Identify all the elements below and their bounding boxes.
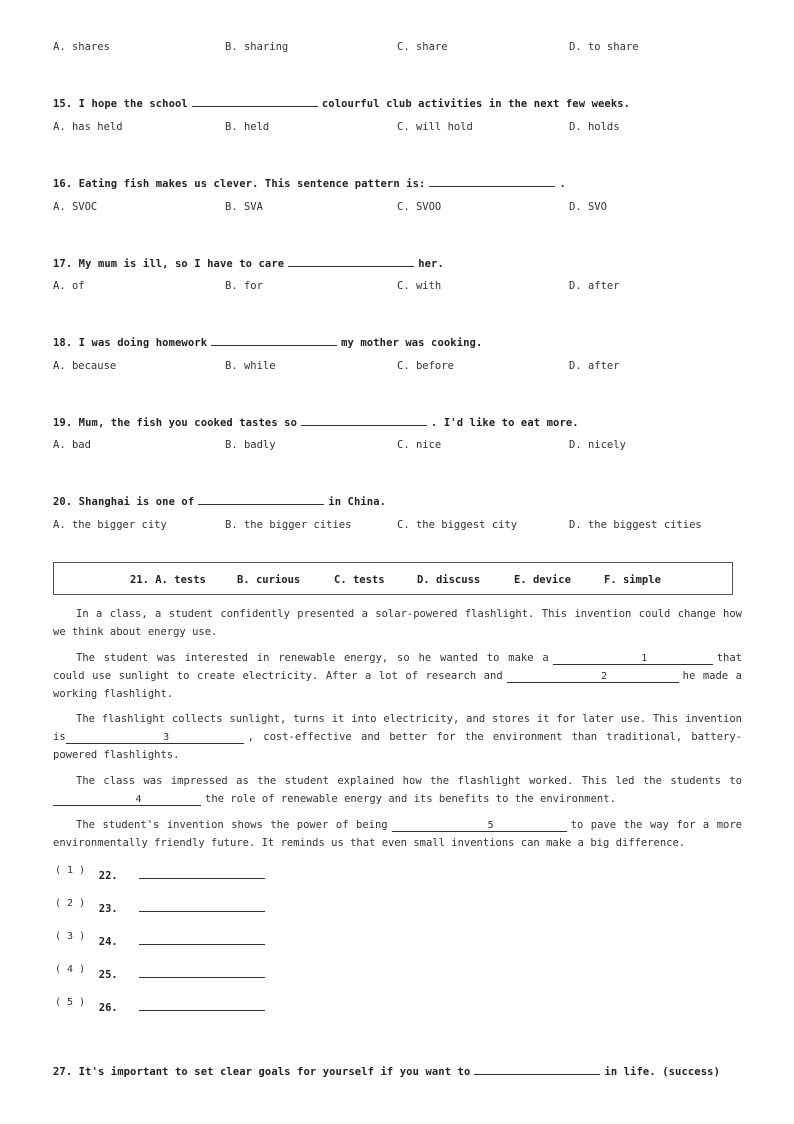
q15-stem <box>53 95 630 110</box>
word-bank-item: 21. A. tests <box>130 574 206 586</box>
q20-stem-after: in China. <box>328 496 387 508</box>
q15-stem-after: colourful club activities in the next few weeks. <box>321 98 631 110</box>
q27-blank[interactable] <box>474 1063 600 1075</box>
answer-label: 26. <box>98 1002 118 1014</box>
q19-stem-before: 19. Mum, the fish you cooked tastes so <box>53 417 298 429</box>
answer-input-26[interactable] <box>139 999 265 1011</box>
passage-p2-text-a: The student was interested in renewable energy, so he wanted to make a <box>76 652 549 664</box>
answer-label: 25. <box>98 969 118 981</box>
q19-option-c[interactable]: C. nice <box>397 439 442 451</box>
q15-stem-before: 15. I hope the school <box>53 98 188 110</box>
word-bank-item: E. device <box>514 574 571 586</box>
q16-stem-before: 16. Eating fish makes us clever. This sentence pattern is: <box>53 178 426 190</box>
q17-stem-after: her. <box>418 258 444 270</box>
word-bank-item: B. curious <box>237 574 301 586</box>
passage-blank-1[interactable]: 1 <box>553 653 713 665</box>
q14-option-d[interactable]: D. to share <box>569 41 639 53</box>
q19-stem <box>53 414 579 429</box>
q15-option-b[interactable]: B. held <box>225 121 270 133</box>
word-bank-box <box>53 562 733 595</box>
q20-stem-before: 20. Shanghai is one of <box>53 496 195 508</box>
q15-option-a[interactable]: A. has held <box>53 121 123 133</box>
passage-blank-5[interactable]: 5 <box>392 820 567 832</box>
q27-stem-before: 27. It's important to set clear goals for yourself if you want to <box>53 1066 471 1078</box>
q17-option-d[interactable]: D. after <box>569 280 620 292</box>
passage-blank-3[interactable]: 3 <box>66 732 244 744</box>
q18-option-b[interactable]: B. while <box>225 360 276 372</box>
word-bank-item: F. simple <box>604 574 661 586</box>
passage-p2-text-c: he made a working flashlight. <box>53 670 742 700</box>
q18-stem-after: my mother was cooking. <box>341 337 483 349</box>
q16-option-d[interactable]: D. SVO <box>569 201 607 213</box>
q20-option-b[interactable]: B. the bigger cities <box>225 519 352 531</box>
answer-number: ( 2 ) <box>55 898 86 909</box>
q19-option-b[interactable]: B. badly <box>225 439 276 451</box>
passage-paragraph-2 <box>53 649 742 703</box>
q17-stem <box>53 255 444 270</box>
q16-stem-after: . <box>559 178 566 190</box>
q14-option-b[interactable]: B. sharing <box>225 41 289 53</box>
answer-label: 24. <box>98 936 118 948</box>
q18-blank[interactable] <box>211 334 337 346</box>
answer-row-1 <box>55 864 265 883</box>
q14-option-a[interactable]: A. shares <box>53 41 110 53</box>
q19-blank[interactable] <box>301 414 427 426</box>
passage-p3-text-a: The flashlight collects sunlight, turns it into electricity, and stores it for later use. This invention is <box>53 713 742 743</box>
word-bank-item: D. discuss <box>417 574 481 586</box>
passage-paragraph-1 <box>53 605 742 641</box>
q18-option-a[interactable]: A. because <box>53 360 117 372</box>
q19-option-d[interactable]: D. nicely <box>569 439 626 451</box>
answer-row-3 <box>55 930 265 949</box>
passage-paragraph-3 <box>53 710 742 764</box>
passage-blank-2[interactable]: 2 <box>507 671 679 683</box>
passage-p5-text-b: to pave the way for a more environmentally friendly future. It reminds us that even small inventions can make a big difference. <box>53 819 742 849</box>
q17-option-c[interactable]: C. with <box>397 280 442 292</box>
answer-row-2 <box>55 897 265 916</box>
q19-option-a[interactable]: A. bad <box>53 439 91 451</box>
passage-paragraph-5 <box>53 816 742 852</box>
q17-stem-before: 17. My mum is ill, so I have to care <box>53 258 285 270</box>
answer-input-25[interactable] <box>139 966 265 978</box>
q16-stem <box>53 175 566 190</box>
answer-number: ( 4 ) <box>55 964 86 975</box>
q16-blank[interactable] <box>429 175 555 187</box>
q16-option-b[interactable]: B. SVA <box>225 201 263 213</box>
passage-blank-4[interactable]: 4 <box>53 794 201 806</box>
answer-label: 23. <box>98 903 118 915</box>
q15-option-c[interactable]: C. will hold <box>397 121 473 133</box>
passage-p3-text-b: , cost-effective and better for the environment than traditional, battery-powered flashlights. <box>53 731 742 761</box>
q15-option-d[interactable]: D. holds <box>569 121 620 133</box>
q20-blank[interactable] <box>198 493 324 505</box>
q17-blank[interactable] <box>288 255 414 267</box>
q20-option-a[interactable]: A. the bigger city <box>53 519 167 531</box>
answer-input-24[interactable] <box>139 933 265 945</box>
q15-blank[interactable] <box>192 95 318 107</box>
q14-option-c[interactable]: C. share <box>397 41 448 53</box>
passage-p5-text-a: The student's invention shows the power of being <box>76 819 388 831</box>
q17-option-b[interactable]: B. for <box>225 280 263 292</box>
q17-option-a[interactable]: A. of <box>53 280 85 292</box>
q27-stem <box>53 1063 720 1078</box>
q20-option-d[interactable]: D. the biggest cities <box>569 519 702 531</box>
passage-p1-text: In a class, a student confidently presented a solar-powered flashlight. This invention could change how we think about energy use. <box>53 608 742 638</box>
answer-row-5 <box>55 996 265 1015</box>
q16-option-c[interactable]: C. SVOO <box>397 201 442 213</box>
answer-number: ( 5 ) <box>55 997 86 1008</box>
q18-stem <box>53 334 482 349</box>
passage-p2-text-b: that could use sunlight to create electricity. After a lot of research and <box>53 652 742 682</box>
q18-option-d[interactable]: D. after <box>569 360 620 372</box>
q16-option-a[interactable]: A. SVOC <box>53 201 98 213</box>
passage-p4-text-a: The class was impressed as the student explained how the flashlight worked. This led the students to <box>76 775 742 787</box>
q27-stem-after: in life. (success) <box>604 1066 720 1078</box>
q18-option-c[interactable]: C. before <box>397 360 454 372</box>
answer-number: ( 1 ) <box>55 865 86 876</box>
q20-stem <box>53 493 386 508</box>
passage-paragraph-4 <box>53 772 742 808</box>
q19-stem-after: . I'd like to eat more. <box>431 417 579 429</box>
answer-label: 22. <box>98 870 118 882</box>
answer-number: ( 3 ) <box>55 931 86 942</box>
answer-input-22[interactable] <box>139 867 265 879</box>
q18-stem-before: 18. I was doing homework <box>53 337 208 349</box>
answer-row-4 <box>55 963 265 982</box>
answer-input-23[interactable] <box>139 900 265 912</box>
q20-option-c[interactable]: C. the biggest city <box>397 519 518 531</box>
passage-p4-text-b: the role of renewable energy and its benefits to the environment. <box>205 793 616 805</box>
word-bank-item: C. tests <box>334 574 385 586</box>
